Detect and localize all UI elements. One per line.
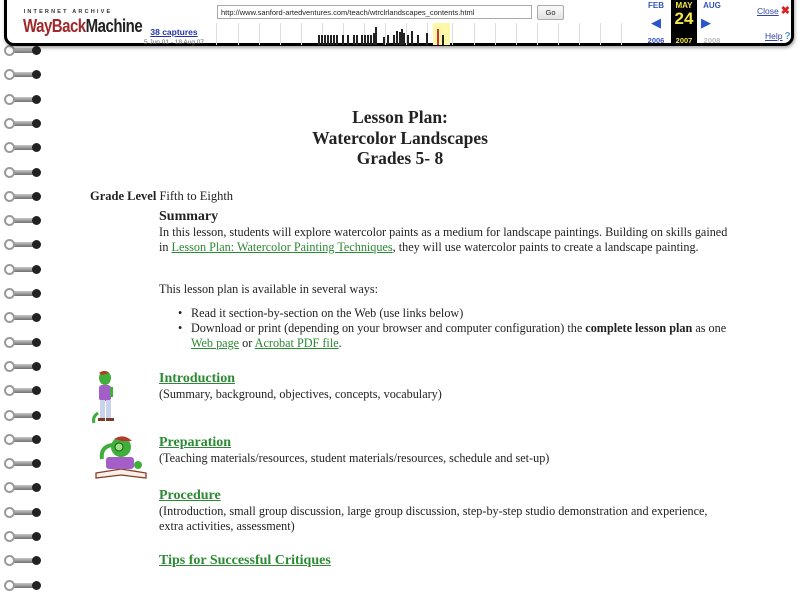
introduction-description: (Summary, background, objectives, concepts, vocabulary) — [159, 387, 442, 401]
binding-ring-icon — [2, 141, 42, 155]
wayback-toolbar — [4, 0, 794, 46]
procedure-description: (Introduction, small group discussion, large group discussion, step-by-step studio demonstration and experience, extra activities, assessment) — [159, 504, 708, 533]
summary-section — [159, 208, 739, 255]
captures-info — [139, 27, 209, 46]
binding-ring-icon — [2, 336, 42, 350]
lizard-mascot-reading-image — [92, 433, 150, 481]
preparation-description: (Teaching materials/resources, student materials/resources, schedule and set-up) — [159, 451, 550, 465]
web-page-link[interactable]: Web page — [191, 336, 240, 350]
summary-heading: Summary — [159, 209, 219, 224]
introduction-link[interactable]: Introduction — [159, 371, 235, 386]
critique-tips-link[interactable]: Tips for Successful Critiques — [159, 553, 331, 568]
prev-month[interactable]: FEB — [648, 1, 664, 10]
capture-timeline[interactable] — [212, 23, 642, 45]
binding-ring-icon — [2, 506, 42, 520]
binding-ring-icon — [2, 481, 42, 495]
binding-ring-icon — [2, 311, 42, 325]
binding-ring-icon — [2, 433, 42, 447]
binding-ring-icon — [2, 554, 42, 568]
binding-ring-icon — [2, 384, 42, 398]
prev-year[interactable]: 2006 — [647, 36, 665, 45]
preparation-link[interactable]: Preparation — [159, 435, 232, 450]
binding-ring-icon — [2, 68, 42, 82]
close-toolbar-link[interactable]: Close ✖ — [757, 5, 790, 17]
binding-ring-icon — [2, 579, 42, 593]
lizard-mascot-standing-image — [90, 369, 120, 425]
binding-ring-icon — [2, 166, 42, 180]
wayback-logo[interactable] — [23, 9, 143, 41]
section-introduction — [159, 370, 719, 402]
summary-text: In this lesson, students will explore watercolor paints as a medium for landscape paintings. Building on skills gained in Lesson Plan: Watercolor Painting Techniques, they will use watercolor paints to create a landscape painting. — [159, 225, 728, 254]
help-icon[interactable]: ? — [784, 31, 791, 42]
grade-level-label: Grade Level — [90, 189, 157, 203]
section-critique-tips — [159, 552, 719, 569]
binding-ring-icon — [2, 457, 42, 471]
go-button[interactable]: Go — [537, 5, 564, 20]
next-arrow-icon[interactable]: ▶ — [701, 15, 711, 30]
spiral-binding — [2, 44, 42, 600]
list-item: • Read it section-by-section on the Web (use links below) — [176, 306, 736, 321]
current-capture — [671, 0, 697, 46]
logo-internet-archive-text: INTERNET ARCHIVE — [23, 9, 113, 15]
prev-arrow-icon[interactable]: ◀ — [651, 15, 661, 30]
calendar-navigator — [643, 0, 733, 49]
procedure-link[interactable]: Procedure — [159, 488, 221, 503]
binding-ring-icon — [2, 409, 42, 423]
captures-link[interactable]: 38 captures — [150, 27, 198, 37]
binding-ring-icon — [2, 117, 42, 131]
binding-ring-icon — [2, 190, 42, 204]
availability-list — [176, 306, 736, 351]
section-preparation — [159, 434, 719, 466]
binding-ring-icon — [2, 44, 42, 58]
watercolor-techniques-link[interactable]: Lesson Plan: Watercolor Painting Techniques — [171, 240, 393, 254]
pdf-file-link[interactable]: Acrobat PDF file — [254, 336, 339, 350]
binding-ring-icon — [2, 263, 42, 277]
current-year: 2007 — [675, 36, 693, 45]
binding-ring-icon — [2, 360, 42, 374]
grade-level — [90, 189, 233, 204]
list-item: • Download or print (depending on your browser and computer configuration) the complete lesson plan as one Web page or Acrobat PDF file. — [176, 321, 736, 351]
url-input[interactable]: http://www.sanford-artedventures.com/teach/wtrclrlandscapes_contents.html — [217, 5, 532, 19]
binding-ring-icon — [2, 214, 42, 228]
binding-ring-icon — [2, 93, 42, 107]
current-month: MAY — [675, 1, 693, 10]
next-capture[interactable] — [699, 0, 725, 46]
close-icon[interactable]: ✖ — [780, 5, 790, 17]
binding-ring-icon — [2, 530, 42, 544]
page-title: Lesson Plan: Watercolor Landscapes Grades 5- 8 — [312, 107, 488, 168]
section-procedure — [159, 487, 719, 534]
captures-date-range: 5 Jun 01 - 18 Aug 07 — [144, 39, 204, 46]
logo-wayback-machine-text: WayBackMachine — [23, 15, 143, 37]
next-year: 2008 — [703, 36, 721, 45]
binding-ring-icon — [2, 238, 42, 252]
help-link[interactable]: Help ? — [765, 31, 791, 42]
grade-level-value: Fifth to Eighth — [159, 189, 234, 203]
availability-intro: This lesson plan is available in several ways: — [159, 282, 378, 296]
current-day: 24 — [674, 9, 694, 28]
binding-ring-icon — [2, 287, 42, 301]
next-month[interactable]: AUG — [703, 1, 721, 10]
